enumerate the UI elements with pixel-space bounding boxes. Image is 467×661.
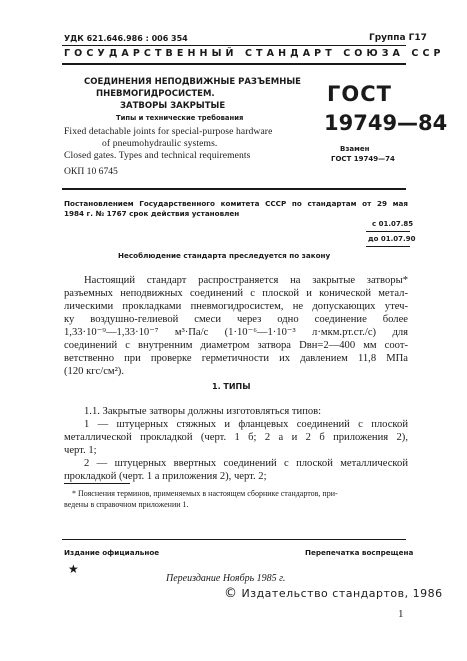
header-rule-top (62, 45, 406, 46)
section-line-2: 1 — штуцерных стяжных и фланцевых соединений с плоской (84, 419, 408, 430)
replaces-label: Взамен (340, 145, 370, 153)
intro-line-1: Настоящий стандарт распространяется на закрытые затворы* (84, 275, 408, 286)
star-icon: ★ (68, 562, 79, 576)
noncompliance-notice: Несоблюдение стандарта преследуется по закону (118, 251, 331, 260)
decree-line-1: Постановлением Государственного комитета СССР по стандартам от 29 мая (64, 199, 408, 208)
decree-line-2: 1984 г. № 1767 срок действия установлен (64, 209, 240, 218)
footnote-rule (64, 483, 130, 484)
intro-line-4: ку воздушно-гелиевой смеси через одно соединение более (64, 314, 408, 325)
english-title-line-2: of pneumohydraulic systems. (102, 138, 218, 149)
title-subtitle: Типы и технические требования (116, 114, 244, 122)
english-title-line-1: Fixed detachable joints for special-purpose hardware (64, 126, 273, 137)
group-code: Группа Г17 (369, 33, 427, 43)
intro-line-2: разъемных неподвижных соединений с плоской и конической метал- (64, 288, 408, 299)
footnote-line-1: * Пояснения терминов, применяемых в настоящем сборнике стандартов, при- (72, 489, 338, 498)
footer-rule (62, 539, 406, 540)
english-title-line-3: Closed gates. Types and technical requirements (64, 150, 251, 161)
title-line-1: СОЕДИНЕНИЯ НЕПОДВИЖНЫЕ РАЗЪЕМНЫЕ (84, 77, 301, 87)
gost-label: ГОСТ (327, 82, 392, 106)
reedition-note: Переиздание Ноябрь 1985 г. (166, 573, 286, 584)
copyright-text: Издательство стандартов, 1986 (241, 587, 443, 600)
validity-date-to: до 01.07.90 (368, 235, 416, 243)
section-line-3: металлической прокладкой (черт. 1 б; 2 а и 2 б приложения 2), (64, 432, 408, 443)
official-edition-label: Издание официальное (64, 548, 160, 557)
title-line-2: ПНЕВМОГИДРОСИСТЕМ. (96, 89, 215, 99)
state-standard-header: ГОСУДАРСТВЕННЫЙ СТАНДАРТ СОЮЗА ССР (64, 48, 445, 59)
okp-code: ОКП 10 6745 (64, 166, 118, 177)
intro-line-5: 1,33·10⁻⁹—1,33·10⁻⁷ м³·Па/с (1·10⁻⁶—1·10⁻³ л·мкм.рт.ст./с) для (64, 327, 408, 338)
section-title: 1. ТИПЫ (212, 382, 251, 391)
title-line-3: ЗАТВОРЫ ЗАКРЫТЫЕ (120, 101, 226, 111)
udk-code: УДК 621.646.986 : 006 354 (64, 34, 188, 43)
page-number: 1 (398, 608, 404, 620)
validity-rule-2 (366, 246, 410, 247)
intro-line-3: лическими прокладками пневмогидросистем, не допускающих утеч- (64, 301, 408, 312)
intro-line-6: соединений с внутренним диаметром затвора Dвн=2—400 мм соот- (64, 340, 408, 351)
section-line-4: черт. 1; (64, 445, 97, 456)
copyright-icon: © (224, 586, 238, 601)
gost-number: 19749—84 (324, 111, 448, 135)
reprint-prohibited-label: Перепечатка воспрещена (305, 548, 414, 557)
intro-line-7: ветственно при проверке герметичности их давлением 11,8 МПа (64, 353, 408, 364)
validity-date-from: с 01.07.85 (372, 220, 414, 228)
intro-line-8: (120 кгс/см²). (64, 366, 124, 377)
validity-rule-1 (366, 231, 410, 232)
section-rule (62, 188, 406, 190)
section-line-6: прокладкой (черт. 1 а приложения 2), черт. 2; (64, 471, 267, 482)
replaces-standard: ГОСТ 19749—74 (331, 155, 395, 163)
section-line-5: 2 — штуцерных ввертных соединений с плоской металлической (84, 458, 408, 469)
header-rule-bottom (62, 63, 406, 65)
copyright-line (224, 586, 443, 601)
footnote-line-2: ведены в справочном приложении 1. (64, 500, 189, 509)
section-line-1: 1.1. Закрытые затворы должны изготовляться типов: (84, 406, 322, 417)
